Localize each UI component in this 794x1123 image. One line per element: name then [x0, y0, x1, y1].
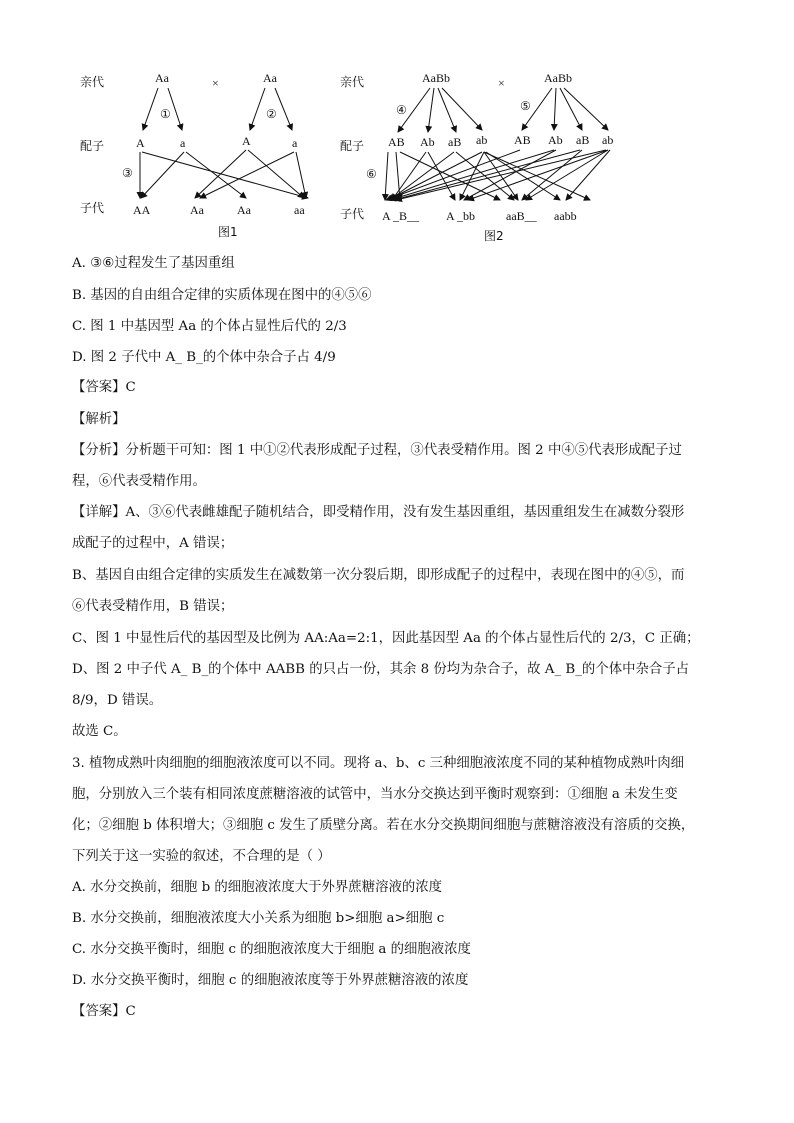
fig1-caption: 图1: [218, 225, 238, 239]
fig2-step6: ⑥: [366, 167, 377, 181]
fig1-cross-sign: ×: [212, 76, 219, 90]
fig1-row-parent: 亲代: [80, 75, 105, 89]
q3-answer: 【答案】C: [72, 1004, 136, 1019]
q2-option-d: D. 图 2 子代中 A_ B_的个体中杂合子占 4/9: [72, 350, 336, 365]
fig1-gamete-2: a: [180, 136, 186, 150]
q3-option-c: C. 水分交换平衡时，细胞 c 的细胞液浓度大于细胞 a 的细胞液浓度: [72, 942, 471, 957]
q2-analysis-line-8: D、图 2 中子代 A_ B_的个体中 AABB 的只占一份，其余 8 份均为杂合子，故 A_ B_的个体中杂合子占: [72, 662, 690, 677]
fig1-step1: ①: [160, 107, 171, 121]
fig2-parent-left: AaBb: [422, 71, 450, 85]
fig1-parent-left: Aa: [155, 71, 169, 85]
fig1-step2: ②: [266, 107, 277, 121]
figure-1: [80, 71, 308, 239]
fig2-gamete-7: aB: [576, 133, 590, 147]
q3-stem-line-3: 化；②细胞 b 体积增大；③细胞 c 发生了质壁分离。若在水分交换期间细胞与蔗糖溶液没有溶质的交换，: [72, 818, 695, 833]
fig2-offspring-1: A _B__: [382, 209, 420, 223]
q2-option-c: C. 图 1 中基因型 Aa 的个体占显性后代的 2/3: [72, 319, 347, 334]
fig2-gamete-1: AB: [388, 135, 405, 149]
fig2-row-gamete: 配子: [340, 139, 365, 153]
q2-analysis-line-7: C、图 1 中显性后代的基因型及比例为 AA:Aa=2:1，因此基因型 Aa 的个体占显性后代的 2/3，C 正确；: [72, 631, 700, 646]
fig2-row-parent: 亲代: [340, 75, 365, 89]
q2-analysis-line-4: 成配子的过程中，A 错误；: [72, 536, 234, 551]
fig2-gamete-5: AB: [514, 133, 531, 147]
fig1-parent-right: Aa: [263, 71, 277, 85]
fig2-gamete-4: ab: [476, 133, 488, 147]
q2-analysis-title: 【解析】: [72, 412, 126, 427]
fig1-offspring-2: Aa: [190, 203, 204, 217]
q3-option-d: D. 水分交换平衡时，细胞 c 的细胞液浓度等于外界蔗糖溶液的浓度: [72, 973, 469, 988]
genetics-figure: [70, 60, 740, 250]
figure-2: [340, 71, 613, 243]
fig1-offspring-3: Aa: [237, 203, 251, 217]
fig2-offspring-3: aaB__: [506, 209, 537, 223]
q2-analysis-line-3: 【详解】A、③⑥代表雌雄配子随机结合，即受精作用，没有发生基因重组，基因重组发生在减数分裂形: [72, 505, 685, 520]
fig1-offspring-4: aa: [294, 203, 305, 217]
q2-analysis-line-2: 程，⑥代表受精作用。: [72, 474, 206, 489]
q2-analysis-line-5: B、基因自由组合定律的实质发生在减数第一次分裂后期，即形成配子的过程中，表现在图中的④⑤，而: [72, 568, 685, 583]
q3-stem-line-1: 3. 植物成熟叶肉细胞的细胞液浓度可以不同。现将 a、b、c 三种细胞液浓度不同的某种植物成熟叶肉细: [72, 756, 685, 771]
q2-option-a: A. ③⑥过程发生了基因重组: [72, 256, 235, 271]
q2-analysis-line-10: 故选 C。: [72, 724, 127, 739]
fig2-step5: ⑤: [520, 99, 531, 113]
fig1-offspring-1: AA: [133, 203, 151, 217]
fig1-step3: ③: [122, 166, 133, 180]
fig1-gamete-4: a: [292, 136, 298, 150]
fig1-arrows: [140, 88, 308, 198]
q2-analysis-line-6: ⑥代表受精作用，B 错误；: [72, 599, 234, 614]
fig1-row-offspring: 子代: [80, 201, 105, 215]
cross-diagrams: [70, 60, 740, 250]
fig2-parent-right: AaBb: [544, 71, 572, 85]
fig2-offspring-4: aabb: [554, 209, 577, 223]
fig1-gamete-1: A: [136, 136, 145, 150]
fig2-gamete-3: aB: [448, 135, 462, 149]
q3-option-a: A. 水分交换前，细胞 b 的细胞液浓度大于外界蔗糖溶液的浓度: [72, 880, 443, 895]
fig2-row-offspring: 子代: [340, 207, 365, 221]
fig2-caption: 图2: [484, 229, 504, 243]
q2-answer: 【答案】C: [72, 380, 136, 395]
fig2-cross-sign: ×: [498, 76, 505, 90]
q3-option-b: B. 水分交换前，细胞液浓度大小关系为细胞 b>细胞 a>细胞 c: [72, 911, 445, 926]
q2-analysis-line-1: 【分析】分析题干可知：图 1 中①②代表形成配子过程，③代表受精作用。图 2 中④⑤代表形成配子过: [72, 443, 682, 458]
fig1-gamete-3: A: [242, 134, 251, 148]
q3-stem-line-4: 下列关于这一实验的叙述，不合理的是（ ）: [72, 849, 331, 864]
q2-option-b: B. 基因的自由组合定律的实质体现在图中的④⑤⑥: [72, 288, 372, 303]
q3-stem-line-2: 胞，分别放入三个装有相同浓度蔗糖溶液的试管中，当水分交换达到平衡时观察到：①细胞 a 未发生变: [72, 787, 678, 802]
q2-analysis-line-9: 8/9，D 错误。: [72, 693, 163, 708]
fig2-gamete-2: Ab: [420, 135, 435, 149]
fig1-row-gamete: 配子: [80, 139, 105, 153]
fig2-offspring-2: A _bb: [446, 209, 476, 223]
fig2-gamete-8: ab: [602, 133, 614, 147]
fig2-gamete-6: Ab: [548, 133, 563, 147]
fig2-step4: ④: [396, 103, 407, 117]
